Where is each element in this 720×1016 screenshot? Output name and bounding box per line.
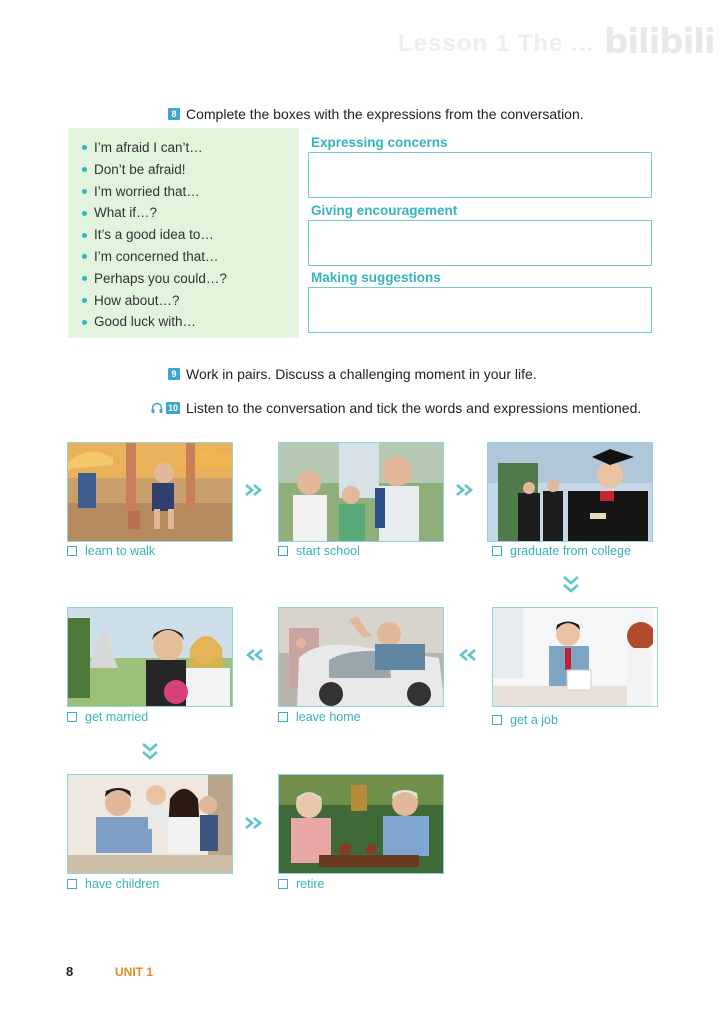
category-title-encouragement: Giving encouragement [311, 203, 458, 218]
task-number-badge: 9 [168, 368, 180, 380]
expression-item: How about…? [82, 290, 299, 312]
bilibili-watermark: bilibili [604, 22, 715, 62]
double-chevron-down-icon [561, 574, 581, 594]
task-10 [151, 400, 641, 416]
unit-label: UNIT 1 [115, 965, 154, 979]
option-learn-to-walk[interactable]: learn to walk [67, 544, 155, 558]
bullet-icon [82, 189, 87, 194]
bullet-icon [82, 276, 87, 281]
expression-item: I’m worried that… [82, 181, 299, 203]
bullet-icon [82, 211, 87, 216]
checkbox-icon[interactable] [278, 879, 288, 889]
answer-box-concerns[interactable] [308, 152, 652, 198]
answer-box-suggestions[interactable] [308, 287, 652, 333]
task-8 [168, 106, 584, 122]
double-chevron-down-icon [140, 741, 160, 761]
option-start-school[interactable]: start school [278, 544, 360, 558]
task-8-instruction: Complete the boxes with the expressions from the conversation. [186, 106, 584, 122]
checkbox-icon[interactable] [278, 712, 288, 722]
option-graduate-from-college[interactable]: graduate from college [492, 544, 631, 558]
option-retire[interactable]: retire [278, 877, 324, 891]
checkbox-icon[interactable] [492, 546, 502, 556]
double-chevron-left-icon [457, 648, 477, 662]
checkbox-icon[interactable] [67, 712, 77, 722]
task-9-instruction: Work in pairs. Discuss a challenging moment in your life. [186, 366, 537, 382]
checkbox-icon[interactable] [67, 879, 77, 889]
category-title-concerns: Expressing concerns [311, 135, 448, 150]
option-have-children[interactable]: have children [67, 877, 159, 891]
photo-leave-home [278, 607, 444, 707]
checkbox-icon[interactable] [67, 546, 77, 556]
page-number: 8 [66, 964, 74, 979]
expression-item: Perhaps you could…? [82, 268, 299, 290]
expression-item: It’s a good idea to… [82, 224, 299, 246]
option-get-a-job[interactable]: get a job [492, 713, 558, 727]
task-number-badge: 8 [168, 108, 180, 120]
option-get-married[interactable]: get married [67, 710, 148, 724]
bullet-icon [82, 233, 87, 238]
bullet-icon [82, 145, 87, 150]
expression-item: Good luck with… [82, 311, 299, 333]
option-leave-home[interactable]: leave home [278, 710, 361, 724]
bullet-icon [82, 167, 87, 172]
checkbox-icon[interactable] [492, 715, 502, 725]
faded-header-title: Lesson 1 The ... [398, 30, 595, 57]
double-chevron-right-icon [455, 483, 475, 497]
answer-box-encouragement[interactable] [308, 220, 652, 266]
photo-get-a-job [492, 607, 658, 707]
double-chevron-right-icon [244, 816, 264, 830]
bullet-icon [82, 320, 87, 325]
expression-item: I’m afraid I can’t… [82, 137, 299, 159]
photo-get-married [67, 607, 233, 707]
expression-item: What if…? [82, 202, 299, 224]
double-chevron-left-icon [244, 648, 264, 662]
photo-retire [278, 774, 444, 874]
double-chevron-right-icon [244, 483, 264, 497]
task-10-instruction: Listen to the conversation and tick the words and expressions mentioned. [186, 400, 642, 416]
task-number-badge: 10 [167, 403, 178, 413]
checkbox-icon[interactable] [278, 546, 288, 556]
expression-item: Don’t be afraid! [82, 159, 299, 181]
bullet-icon [82, 254, 87, 259]
task-9 [168, 366, 537, 382]
headphones-icon [151, 402, 163, 414]
photo-have-children [67, 774, 233, 874]
photo-start-school [278, 442, 444, 542]
photo-graduate-from-college [487, 442, 653, 542]
bullet-icon [82, 298, 87, 303]
expressions-box [68, 128, 299, 338]
category-title-suggestions: Making suggestions [311, 270, 441, 285]
expression-item: I’m concerned that… [82, 246, 299, 268]
photo-learn-to-walk [67, 442, 233, 542]
